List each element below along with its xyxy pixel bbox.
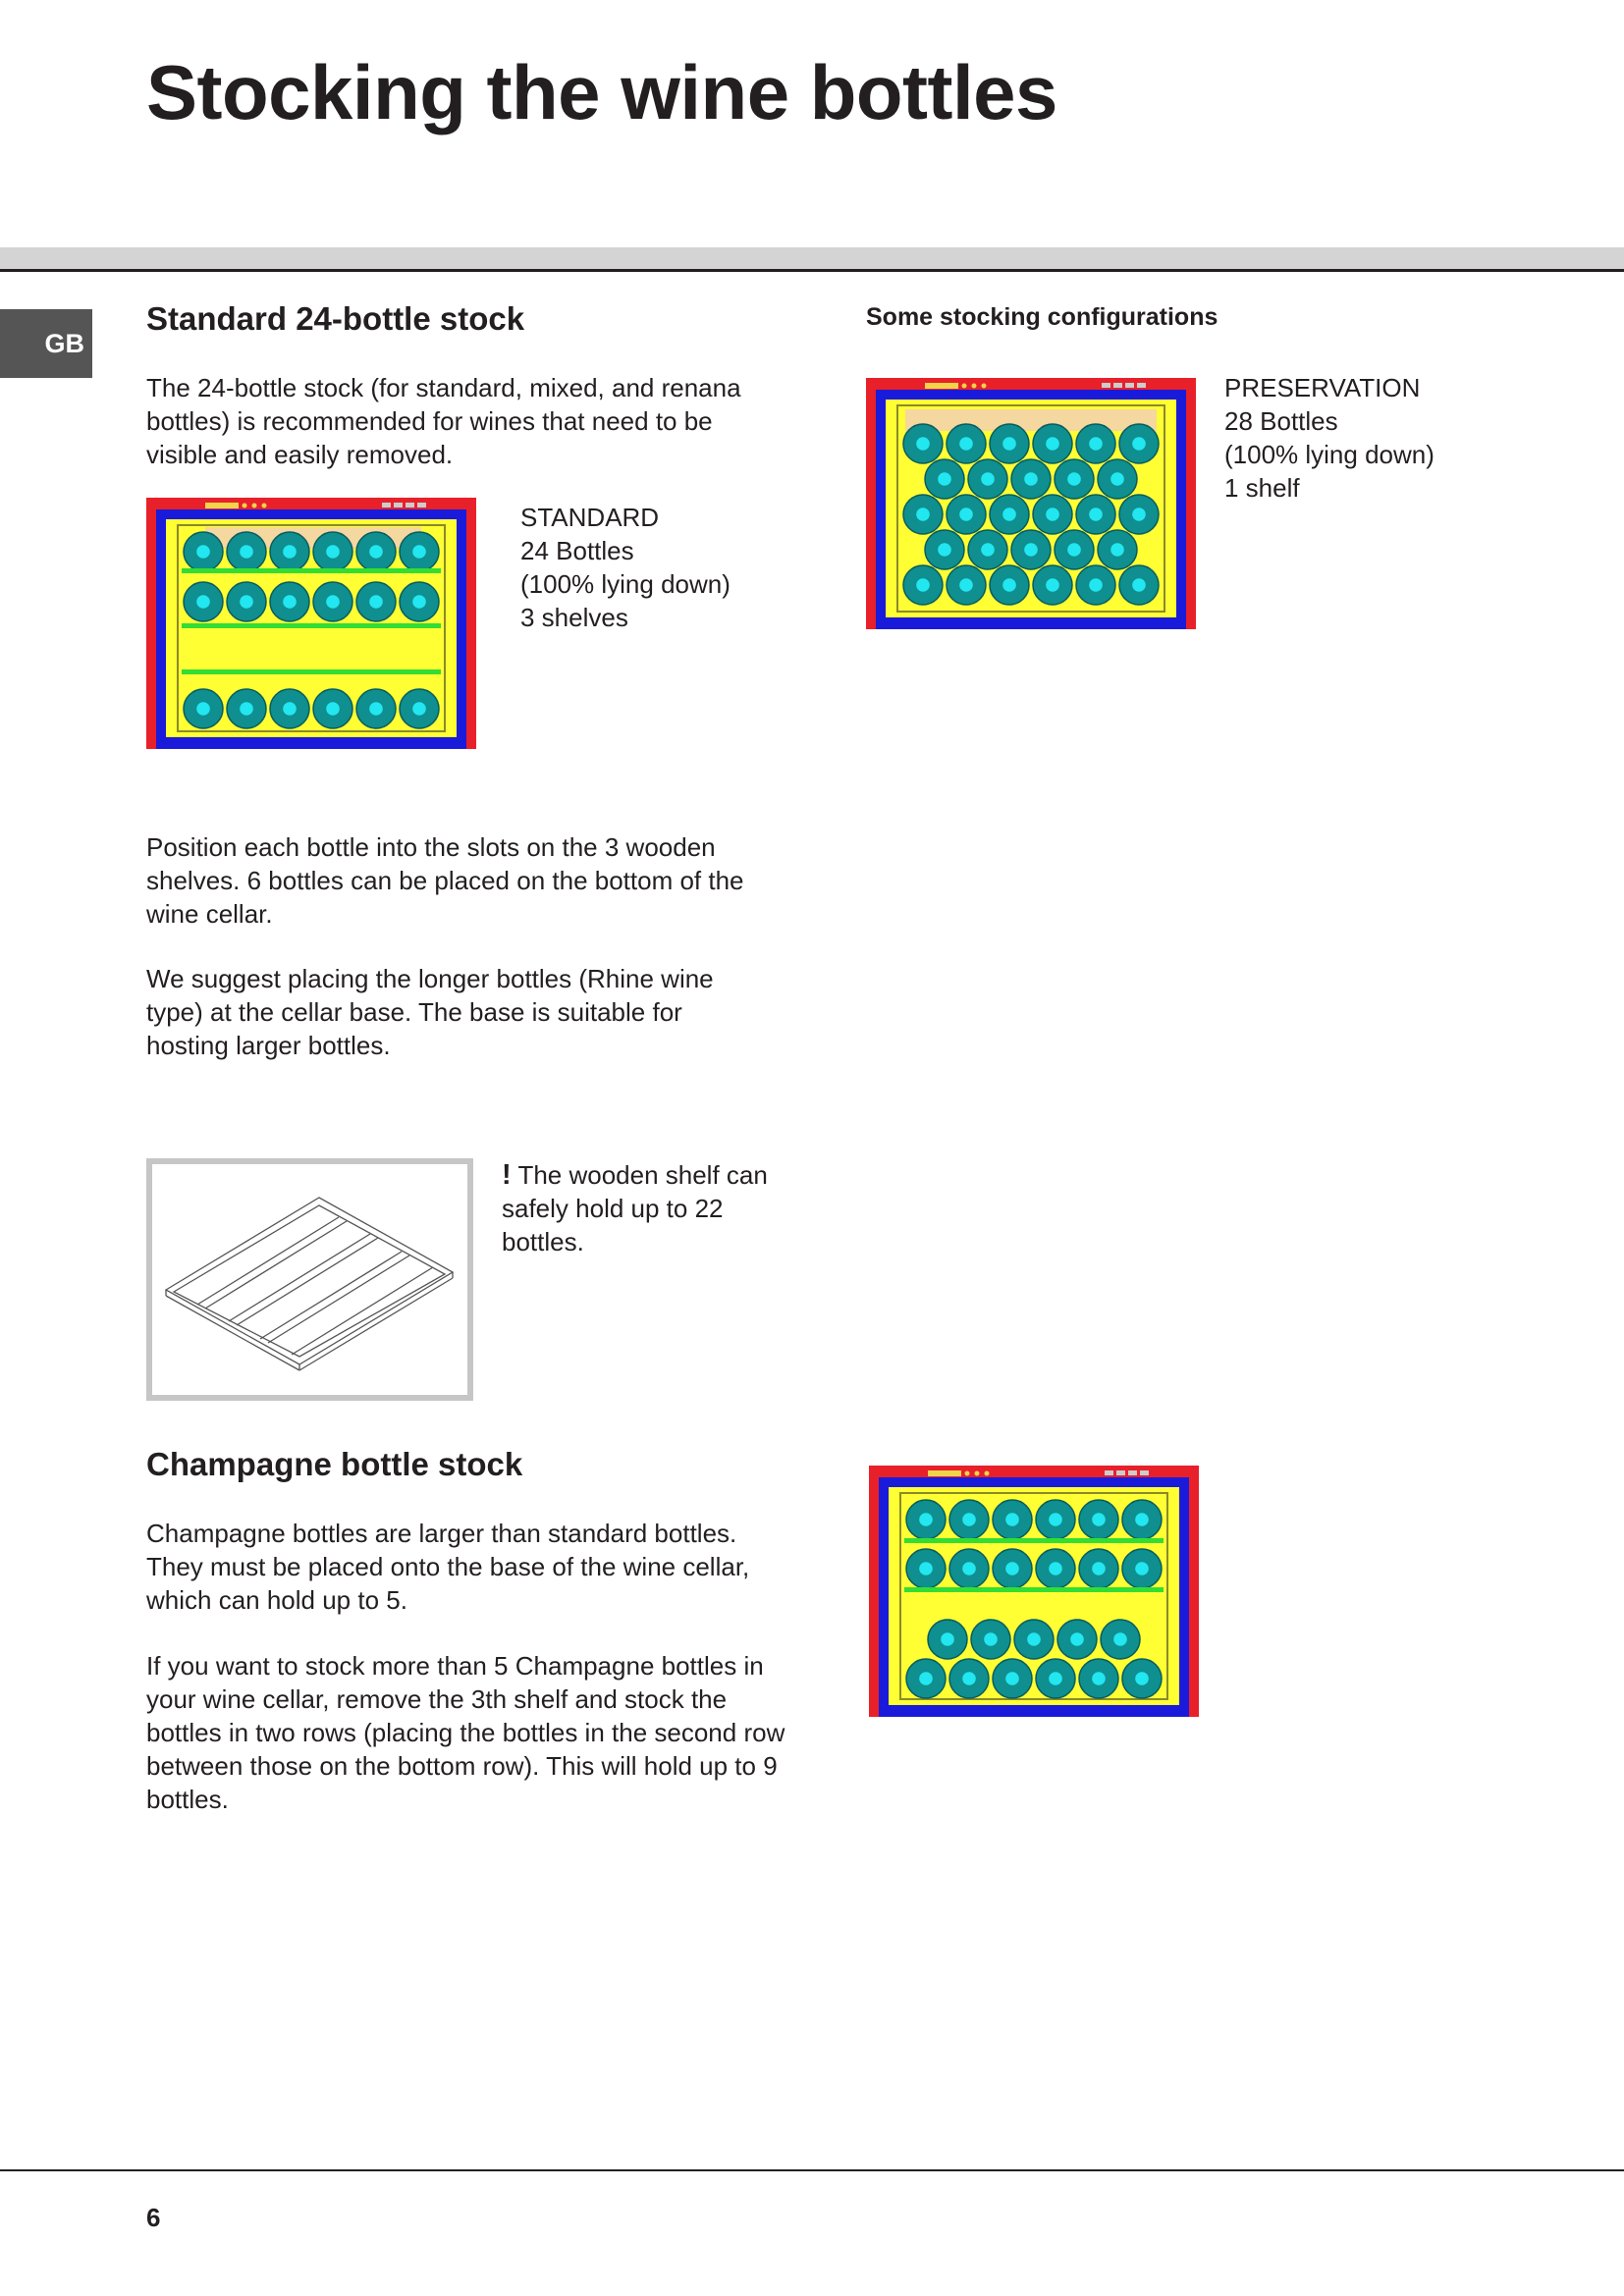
- control-light: [243, 504, 247, 508]
- bottle-neck: [919, 1562, 933, 1575]
- bottle-neck: [412, 595, 426, 609]
- bottle-neck: [240, 702, 253, 716]
- caption-line: 24 Bottles: [520, 536, 634, 565]
- bottle-neck: [1024, 472, 1038, 486]
- bottle-neck: [962, 1513, 976, 1526]
- header-rule: [0, 269, 1624, 272]
- bottle-neck: [326, 702, 340, 716]
- control-button: [1128, 1470, 1137, 1475]
- bottle-neck: [962, 1562, 976, 1575]
- standard-longer-bottles-text: We suggest placing the longer bottles (Rhine wine type) at the cellar base. The base is suitable for hosting larger bottles.: [146, 964, 714, 1060]
- bottle-neck: [1132, 507, 1146, 521]
- bottle-neck: [1002, 578, 1016, 592]
- bottle-neck: [1135, 1672, 1149, 1685]
- control-button: [1116, 1470, 1125, 1475]
- bottle-neck: [938, 472, 951, 486]
- bottle-neck: [959, 437, 973, 451]
- bottle-neck: [196, 702, 210, 716]
- control-light: [962, 384, 967, 389]
- wooden-shelf-illustration: [146, 1158, 473, 1401]
- bottle-neck: [240, 545, 253, 559]
- shelf-line: [182, 669, 441, 674]
- shelf-capacity-warning: [502, 1158, 796, 1258]
- shelf-line: [182, 623, 441, 628]
- control-button: [1113, 383, 1122, 388]
- bottle-neck: [1092, 1562, 1106, 1575]
- bottle-neck: [1067, 543, 1081, 557]
- bottle-neck: [984, 1632, 998, 1646]
- caption-line: 1 shelf: [1224, 473, 1300, 503]
- control-light: [985, 1471, 990, 1476]
- bottle-neck: [240, 595, 253, 609]
- bottle-neck: [196, 595, 210, 609]
- bottle-neck: [1005, 1562, 1019, 1575]
- control-button: [1137, 383, 1146, 388]
- page-title: Stocking the wine bottles: [146, 49, 1057, 135]
- warning-mark: !: [502, 1159, 512, 1191]
- caption-line: 28 Bottles: [1224, 406, 1338, 436]
- champagne-config-diagram: [869, 1466, 1199, 1717]
- bottle-neck: [196, 545, 210, 559]
- bottle-neck: [1132, 437, 1146, 451]
- champagne-two-rows-text: If you want to stock more than 5 Champagne bottles in your wine cellar, remove the 3th shelf and stock the bottles in two rows (placing the bottles in the second row between those on the bottom row). This will hold up to 9 bottles.: [146, 1651, 785, 1814]
- control-light: [975, 1471, 980, 1476]
- control-button: [1125, 383, 1134, 388]
- bottle-neck: [941, 1632, 954, 1646]
- bottle-neck: [1024, 543, 1038, 557]
- bottle-neck: [412, 702, 426, 716]
- control-button: [1140, 1470, 1149, 1475]
- bottle-neck: [1070, 1632, 1084, 1646]
- bottle-neck: [1089, 578, 1103, 592]
- standard-intro-text: The 24-bottle stock (for standard, mixed, and renana bottles) is recommended for wines that need to be visible and easily removed.: [146, 373, 741, 469]
- bottle-neck: [326, 545, 340, 559]
- bottle-neck: [1110, 543, 1124, 557]
- control-light: [252, 504, 257, 508]
- bottle-neck: [283, 595, 297, 609]
- bottle-neck: [1027, 1632, 1041, 1646]
- bottle-neck: [1005, 1672, 1019, 1685]
- bottle-neck: [1002, 437, 1016, 451]
- standard-positioning-text: Position each bottle into the slots on the 3 wooden shelves. 6 bottles can be placed on the bottom of the wine cellar.: [146, 832, 744, 929]
- bottle-neck: [962, 1672, 976, 1685]
- control-panel: [205, 503, 239, 508]
- standard-config-caption: [520, 501, 731, 634]
- control-button: [1105, 1470, 1113, 1475]
- bottle-neck: [412, 545, 426, 559]
- preservation-config-caption: [1224, 371, 1435, 505]
- bottle-neck: [1092, 1672, 1106, 1685]
- back-panel: [905, 409, 1157, 431]
- bottle-neck: [1113, 1632, 1127, 1646]
- shelf-line: [904, 1587, 1164, 1592]
- champagne-stock-heading: Champagne bottle stock: [146, 1446, 523, 1482]
- bottle-neck: [1005, 1513, 1019, 1526]
- bottle-neck: [916, 507, 930, 521]
- warning-text: The wooden shelf can safely hold up to 22 bottles.: [502, 1160, 768, 1256]
- control-light: [965, 1471, 970, 1476]
- preservation-config-diagram: [866, 378, 1196, 629]
- bottle-neck: [283, 545, 297, 559]
- control-button: [382, 503, 391, 507]
- bottle-neck: [1002, 507, 1016, 521]
- bottle-neck: [1089, 507, 1103, 521]
- bottle-neck: [1135, 1513, 1149, 1526]
- bottle-neck: [919, 1513, 933, 1526]
- champagne-intro-text: Champagne bottles are larger than standard bottles. They must be placed onto the base of the wine cellar, which can hold up to 5.: [146, 1519, 750, 1615]
- bottle-neck: [1049, 1513, 1062, 1526]
- control-button: [1102, 383, 1110, 388]
- standard-stock-heading: Standard 24-bottle stock: [146, 300, 525, 337]
- bottle-neck: [326, 595, 340, 609]
- bottle-neck: [1049, 1672, 1062, 1685]
- bottle-neck: [369, 595, 383, 609]
- bottle-neck: [916, 437, 930, 451]
- bottle-neck: [1132, 578, 1146, 592]
- control-light: [972, 384, 977, 389]
- page-number: 6: [146, 2203, 161, 2232]
- bottle-neck: [919, 1672, 933, 1685]
- header-band: [0, 247, 1624, 269]
- control-panel: [928, 1470, 961, 1476]
- caption-line: STANDARD: [520, 503, 660, 532]
- shelf-line: [182, 568, 441, 573]
- standard-config-diagram: [146, 498, 476, 749]
- caption-line: (100% lying down): [520, 569, 731, 599]
- bottle-neck: [1049, 1562, 1062, 1575]
- control-light: [262, 504, 267, 508]
- bottle-neck: [1046, 437, 1059, 451]
- bottle-neck: [1135, 1562, 1149, 1575]
- shelf-line: [904, 1538, 1164, 1543]
- bottle-neck: [916, 578, 930, 592]
- bottle-neck: [1067, 472, 1081, 486]
- control-button: [417, 503, 426, 507]
- bottle-neck: [283, 702, 297, 716]
- bottle-neck: [1089, 437, 1103, 451]
- caption-line: (100% lying down): [1224, 440, 1435, 469]
- bottle-neck: [959, 578, 973, 592]
- stocking-configurations-heading: Some stocking configurations: [866, 303, 1218, 331]
- bottle-neck: [1092, 1513, 1106, 1526]
- control-light: [982, 384, 987, 389]
- caption-line: 3 shelves: [520, 603, 628, 632]
- language-tab: GB: [0, 309, 92, 378]
- bottle-neck: [1046, 578, 1059, 592]
- bottle-neck: [959, 507, 973, 521]
- caption-line: PRESERVATION: [1224, 373, 1421, 402]
- control-button: [406, 503, 414, 507]
- bottle-neck: [938, 543, 951, 557]
- bottle-neck: [1110, 472, 1124, 486]
- control-button: [394, 503, 403, 507]
- footer-rule: [0, 2169, 1624, 2171]
- bottle-neck: [369, 702, 383, 716]
- control-panel: [925, 383, 958, 389]
- bottle-neck: [981, 472, 995, 486]
- bottle-neck: [981, 543, 995, 557]
- bottle-neck: [1046, 507, 1059, 521]
- bottle-neck: [369, 545, 383, 559]
